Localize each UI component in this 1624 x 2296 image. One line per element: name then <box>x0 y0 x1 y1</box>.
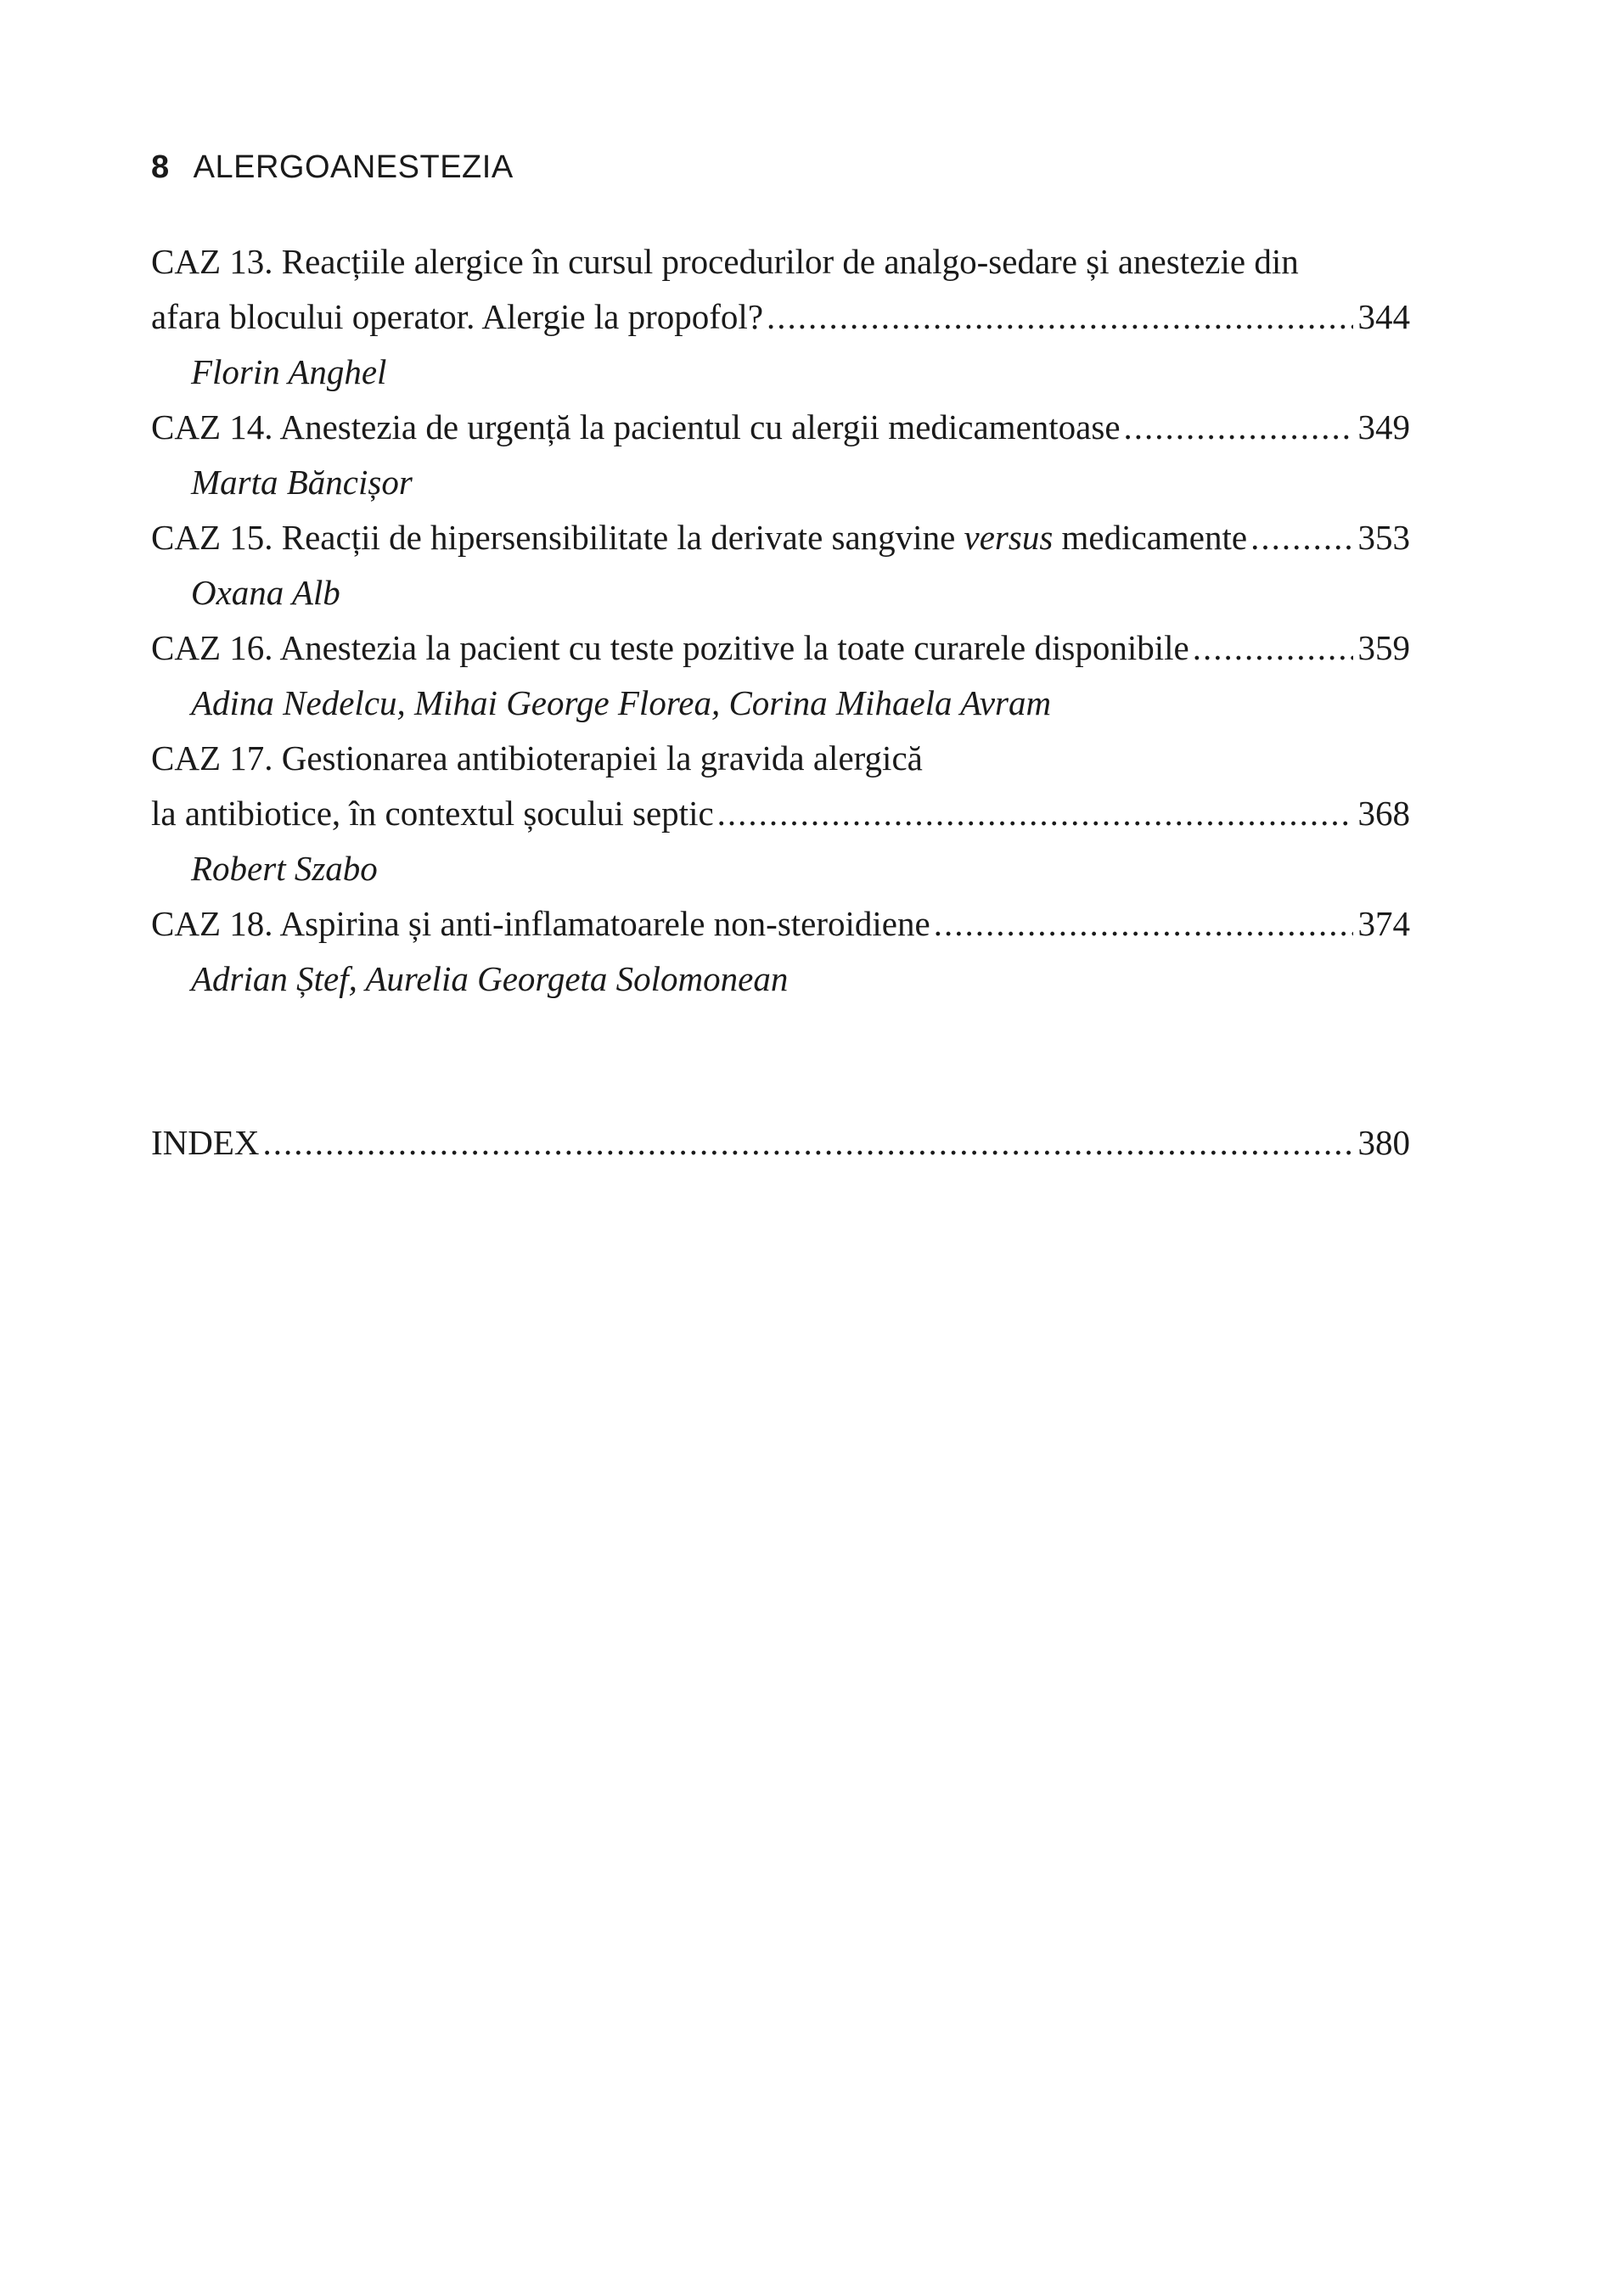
book-title: ALERGOANESTEZIA <box>193 149 514 185</box>
toc-entry-title <box>151 510 1247 565</box>
page-number: 8 <box>151 149 170 185</box>
toc-entry-title: CAZ 18. Aspirina și anti-inflamatoarele non-steroidiene <box>151 904 930 943</box>
toc-author: Adrian Ștef, Aurelia Georgeta Solomonean <box>191 959 789 998</box>
toc-page-number: 349 <box>1357 407 1410 446</box>
running-head <box>151 151 514 183</box>
dot-leader <box>717 786 1353 841</box>
dot-leader <box>1250 510 1352 565</box>
toc-page-number: 359 <box>1357 628 1410 667</box>
dot-leader <box>934 896 1353 952</box>
toc-page-number: 380 <box>1357 1123 1410 1162</box>
dot-leader <box>1193 620 1353 676</box>
toc-entry-title: la antibiotice, în contextul șocului septic <box>151 794 714 833</box>
toc-entry-title: INDEX <box>151 1123 260 1162</box>
toc-entry-title: afara blocului operator. Alergie la propofol? <box>151 297 764 336</box>
toc-entry-index[interactable] <box>151 1115 1410 1170</box>
toc-author: Adina Nedelcu, Mihai George Florea, Corina Mihaela Avram <box>191 683 1052 722</box>
toc-author: Florin Anghel <box>191 352 387 391</box>
toc-title-part: CAZ 15. Reacții de hipersensibilitate la derivate sangvine <box>151 518 964 557</box>
toc-entry-caz14[interactable] <box>151 400 1410 455</box>
toc-entry-title: CAZ 14. Anestezia de urgență la pacientul cu alergii medicamentoase <box>151 407 1121 446</box>
toc-entry-caz17[interactable] <box>151 786 1410 841</box>
toc-page-number: 368 <box>1357 794 1410 833</box>
toc-entry-caz17-line1 <box>151 731 1410 786</box>
table-of-contents <box>151 234 1410 1170</box>
toc-author: Robert Szabo <box>191 849 378 888</box>
spacer <box>151 1007 1410 1061</box>
toc-title-emphasis: versus <box>964 518 1054 557</box>
spacer <box>151 1061 1410 1115</box>
toc-entry-caz13-line1 <box>151 234 1410 289</box>
toc-page-number: 374 <box>1357 904 1410 943</box>
toc-entry-caz16[interactable] <box>151 620 1410 676</box>
toc-page-number: 344 <box>1357 297 1410 336</box>
toc-entry-title: CAZ 16. Anestezia la pacient cu teste pozitive la toate curarele disponibile <box>151 628 1189 667</box>
dot-leader <box>767 289 1352 345</box>
toc-author: Marta Băncișor <box>191 463 413 502</box>
toc-entry-title: CAZ 13. Reacțiile alergice în cursul procedurilor de analgo-sedare și anestezie din <box>151 242 1299 281</box>
toc-title-part: medicamente <box>1053 518 1248 557</box>
toc-entry-caz18[interactable] <box>151 896 1410 952</box>
toc-entry-title: CAZ 17. Gestionarea antibioterapiei la gravida alergică <box>151 738 923 777</box>
toc-entry-caz13[interactable] <box>151 289 1410 345</box>
toc-entry-caz15[interactable] <box>151 510 1410 565</box>
toc-author: Oxana Alb <box>191 573 340 612</box>
dot-leader <box>1124 400 1353 455</box>
dot-leader <box>263 1115 1353 1170</box>
toc-page-number: 353 <box>1357 518 1410 557</box>
